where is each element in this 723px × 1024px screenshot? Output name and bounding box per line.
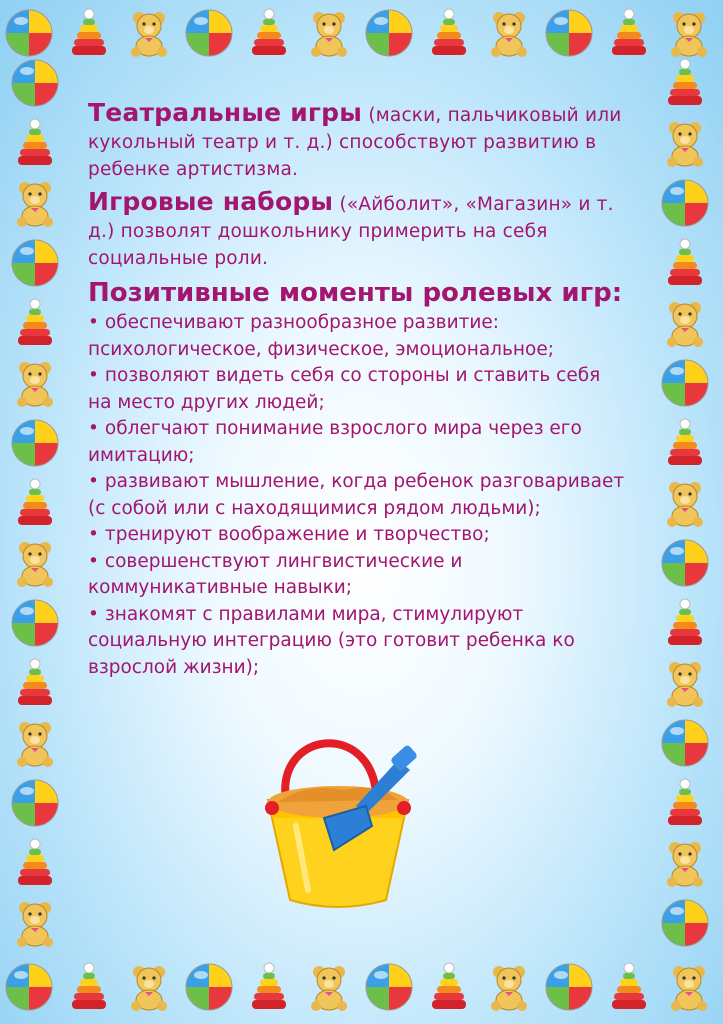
- list-item: [88, 310, 628, 363]
- list-item-text: облегчают понимание взрослого мира через его имитацию;: [88, 418, 582, 466]
- beach-ball-icon: [660, 718, 710, 768]
- pyramid-toy-icon: [10, 838, 60, 888]
- list-item-text: обеспечивают разнообразное развитие: психологическое, физическое, эмоциональное;: [88, 312, 554, 360]
- teddy-bear-icon: [664, 962, 714, 1012]
- theatre-heading: Театральные игры: [88, 98, 363, 127]
- game-sets-heading: Игровые наборы: [88, 187, 334, 216]
- teddy-bear-icon: [124, 962, 174, 1012]
- teddy-bear-icon: [660, 118, 710, 168]
- pyramid-toy-icon: [10, 118, 60, 168]
- beach-ball-icon: [544, 962, 594, 1012]
- teddy-bear-icon: [660, 658, 710, 708]
- pyramid-toy-icon: [660, 238, 710, 288]
- pyramid-toy-icon: [660, 778, 710, 828]
- teddy-bear-icon: [484, 8, 534, 58]
- sand-bucket-illustration: [248, 722, 428, 912]
- list-item-text: развивают мышление, когда ребенок разговаривает (с собой или с находящимися рядом людьми);: [88, 471, 625, 519]
- game-sets-text: («Айболит», «Магазин» и т. д.) позволят дошкольнику примерить на себя социальные роли.: [88, 194, 614, 269]
- sand-bucket-icon: [248, 722, 428, 912]
- list-item-text: совершенствуют лингвистические и коммуникативные навыки;: [88, 550, 463, 598]
- bullet: •: [88, 365, 99, 386]
- pyramid-toy-icon: [10, 478, 60, 528]
- pyramid-toy-icon: [64, 962, 114, 1012]
- bullet: •: [88, 603, 99, 625]
- beach-ball-icon: [10, 418, 60, 468]
- positive-heading: Позитивные моменты ролевых игр:: [88, 278, 623, 308]
- list-item-text: позволяют видеть себя со стороны и ставить себя на место других людей;: [88, 365, 601, 413]
- game-sets-paragraph: [88, 187, 628, 272]
- beach-ball-icon: [184, 962, 234, 1012]
- teddy-bear-icon: [484, 962, 534, 1012]
- beach-ball-icon: [364, 8, 414, 58]
- beach-ball-icon: [364, 962, 414, 1012]
- pyramid-toy-icon: [424, 8, 474, 58]
- beach-ball-icon: [660, 898, 710, 948]
- teddy-bear-icon: [10, 898, 60, 948]
- teddy-bear-icon: [664, 8, 714, 58]
- pyramid-toy-icon: [660, 58, 710, 108]
- pyramid-toy-icon: [660, 418, 710, 468]
- theatre-paragraph: [88, 98, 628, 183]
- teddy-bear-icon: [10, 178, 60, 228]
- pyramid-toy-icon: [64, 8, 114, 58]
- teddy-bear-icon: [304, 962, 354, 1012]
- teddy-bear-icon: [660, 838, 710, 888]
- bullet: •: [88, 471, 99, 492]
- teddy-bear-icon: [10, 538, 60, 588]
- beach-ball-icon: [10, 238, 60, 288]
- list-item: [88, 416, 628, 469]
- beach-ball-icon: [544, 8, 594, 58]
- teddy-bear-icon: [124, 8, 174, 58]
- beach-ball-icon: [4, 8, 54, 58]
- theatre-text: (маски, пальчиковый или кукольный театр и т. д.) способствуют развитию в ребенке артистизма.: [88, 105, 622, 180]
- pyramid-toy-icon: [244, 8, 294, 58]
- bullet: •: [88, 524, 99, 545]
- teddy-bear-icon: [10, 358, 60, 408]
- list-item: [88, 549, 628, 602]
- pyramid-toy-icon: [604, 8, 654, 58]
- teddy-bear-icon: [10, 718, 60, 768]
- beach-ball-icon: [10, 598, 60, 648]
- teddy-bear-icon: [660, 298, 710, 348]
- beach-ball-icon: [4, 962, 54, 1012]
- poster-content: [88, 98, 628, 681]
- beach-ball-icon: [184, 8, 234, 58]
- teddy-bear-icon: [660, 478, 710, 528]
- list-item: [88, 469, 628, 522]
- pyramid-toy-icon: [10, 298, 60, 348]
- pyramid-toy-icon: [424, 962, 474, 1012]
- list-item: [88, 522, 628, 549]
- bullet: •: [88, 418, 99, 439]
- pyramid-toy-icon: [660, 598, 710, 648]
- pyramid-toy-icon: [10, 658, 60, 708]
- beach-ball-icon: [660, 358, 710, 408]
- pyramid-toy-icon: [244, 962, 294, 1012]
- bullet: •: [88, 550, 99, 572]
- list-item-text: знакомят с правилами мира, стимулируют социальную интеграцию (это готовит ребенка ко взрослой жизни);: [88, 603, 575, 678]
- list-item-text: тренируют воображение и творчество;: [104, 524, 490, 545]
- beach-ball-icon: [660, 178, 710, 228]
- positive-list: [88, 310, 628, 681]
- list-item: [88, 602, 628, 682]
- beach-ball-icon: [10, 778, 60, 828]
- teddy-bear-icon: [304, 8, 354, 58]
- beach-ball-icon: [10, 58, 60, 108]
- beach-ball-icon: [660, 538, 710, 588]
- bullet: •: [88, 312, 99, 333]
- list-item: [88, 363, 628, 416]
- pyramid-toy-icon: [604, 962, 654, 1012]
